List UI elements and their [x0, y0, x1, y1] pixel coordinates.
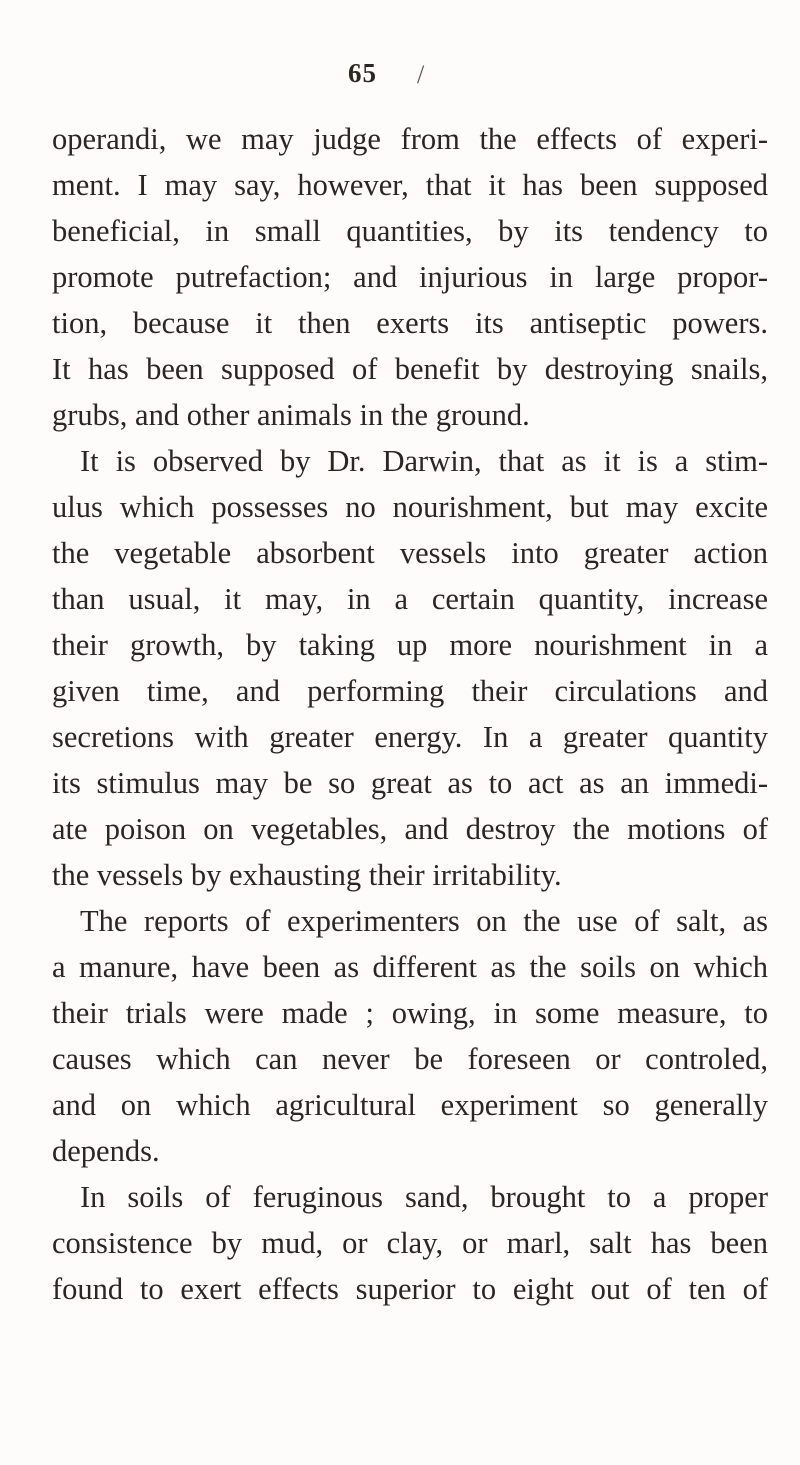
paragraph-soils: [52, 1174, 768, 1312]
text-line: operandi, we may judge from the effects of experi-: [52, 122, 768, 156]
text-line: their trials were made ; owing, in some measure, to: [52, 996, 768, 1030]
text-line: It has been supposed of benefit by destroying snails,: [52, 352, 768, 386]
text-line: promote putrefaction; and injurious in large propor-: [52, 260, 768, 294]
paragraph-continuation: [52, 116, 768, 438]
text-line: the vegetable absorbent vessels into greater action: [52, 536, 768, 570]
text-line: secretions with greater energy. In a greater quantity: [52, 720, 768, 754]
text-line: ment. I may say, however, that it has been supposed: [52, 168, 768, 202]
text-line: ulus which possesses no nourishment, but may excite: [52, 490, 768, 524]
page-header: [0, 58, 800, 98]
text-line: consistence by mud, or clay, or marl, salt has been: [52, 1226, 768, 1260]
text-line: their growth, by taking up more nourishment in a: [52, 628, 768, 662]
text-line: depends.: [52, 1134, 160, 1168]
text-line: ate poison on vegetables, and destroy the motions of: [52, 812, 768, 846]
text-line: grubs, and other animals in the ground.: [52, 398, 530, 432]
text-line: The reports of experimenters on the use of salt, as: [80, 904, 768, 938]
text-line: found to exert effects superior to eight out of ten of: [52, 1272, 768, 1306]
page-mark: /: [417, 60, 425, 89]
text-line: its stimulus may be so great as to act as an immedi-: [52, 766, 768, 800]
page-number: 65: [348, 58, 377, 88]
text-line: causes which can never be foreseen or controled,: [52, 1042, 768, 1076]
text-line: given time, and performing their circulations and: [52, 674, 768, 708]
text-line: In soils of feruginous sand, brought to a proper: [80, 1180, 768, 1214]
text-line: tion, because it then exerts its antiseptic powers.: [52, 306, 768, 340]
text-line: and on which agricultural experiment so generally: [52, 1088, 768, 1122]
text-line: than usual, it may, in a certain quantity, increase: [52, 582, 768, 616]
text-line: a manure, have been as different as the soils on which: [52, 950, 768, 984]
paragraph-reports: [52, 898, 768, 1174]
body-text: [52, 116, 768, 1312]
text-line: the vessels by exhausting their irritability.: [52, 858, 562, 892]
text-line: It is observed by Dr. Darwin, that as it is a stim-: [80, 444, 768, 478]
paragraph-darwin: [52, 438, 768, 898]
text-line: beneficial, in small quantities, by its tendency to: [52, 214, 768, 248]
